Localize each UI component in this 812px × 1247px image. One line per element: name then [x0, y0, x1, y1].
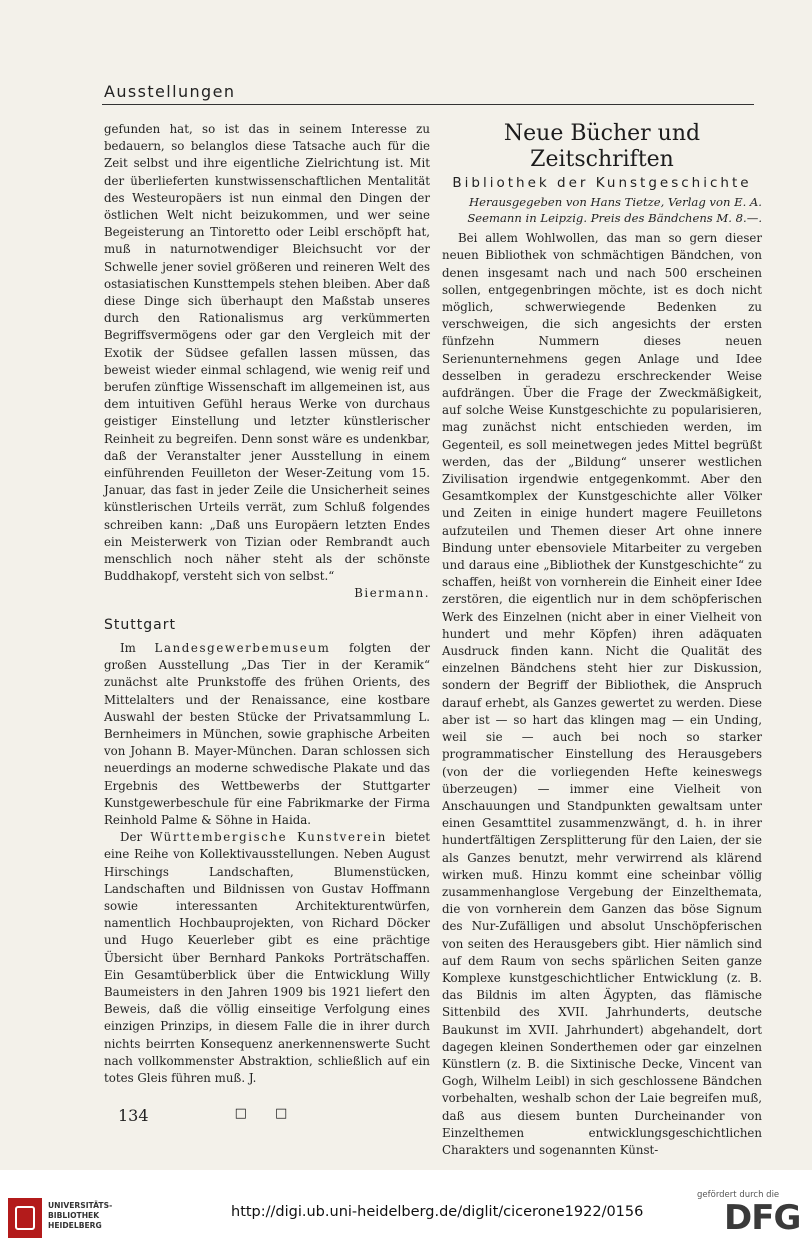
running-head: Ausstellungen	[104, 82, 236, 101]
header-rule	[102, 104, 754, 105]
dfg-logo: DFG	[724, 1198, 801, 1238]
library-name	[48, 1201, 112, 1231]
library-name-line: UNIVERSITÄTS-	[48, 1201, 113, 1210]
author-initial: J.	[248, 1070, 257, 1085]
university-library-seal-icon	[8, 1198, 42, 1238]
section-heading-books: Neue Bücher und Zeitschriften	[503, 121, 701, 172]
review-book-title: Bibliothek der Kunstgeschichte	[452, 175, 752, 191]
paragraph-bremen-review	[104, 121, 430, 603]
paragraph-kunstverein	[104, 829, 430, 1087]
author-signature: Biermann.	[354, 586, 430, 601]
paragraph-text: gefunden hat, so ist das in seinem Interesse zu bedauern, so belanglos diese Tatsache auch für die Zeit selbst und ihre eigentliche Zielrichtung ist. Mit der überlieferten kunstwissenschaftlichen Mentalität des Westeuropäers ist nun einmal den Dingen der östlichen Welt nicht beizukommen, und wer seine Begeisterung an Tintoretto oder Leibl erschöpft hat, muß in naturnotwendiger Bleichsucht vor der Schwelle jener soviel größeren und reineren Welt des ostasiatischen Kunsttempels stehen bleiben. Aber daß diese Dinge sich überhaupt den Maßstab unseres durch den Rationalismus arg verkümmerten Begriffsvermögens oder gar den Vergleich mit der Exotik der Südsee gefallen lassen müssen, das beweist wieder einmal schlagend, wie wenig reif und berufen zünftige Wissenschaft im allgemeinen ist, aus dem intuitiven Gefühl heraus Werke von durchaus geistiger Einstellung und letzter künstlerischer Reinheit zu begreifen. Denn sonst wäre es undenkbar, daß der Veranstalter jener Ausstellung in einem einführenden Feuilleton der Weser-Zeitung vom 15. Januar, das fast in jeder Zeile die Unsicherheit seines künstlerischen Urteils verrät, zum Schluß folgendes schreiben kann: „Daß uns Europäern letzten Endes ein Meisterwerk von Tizian oder Rembrandt auch menschlich noch näher steht als der schönste Buddhakopf, versteht sich von selbst.“	[104, 122, 430, 584]
paragraph-lead: Im	[120, 640, 155, 655]
library-name-line: BIBLIOTHEK	[48, 1211, 100, 1220]
page-number: 134	[118, 1106, 149, 1125]
library-name-line: HEIDELBERG	[48, 1221, 102, 1230]
review-book-meta: Herausgegeben von Hans Tietze, Verlag von E. A. Seemann in Leipzig. Preis des Bändchens M. 8.—.	[467, 195, 762, 226]
paragraph-text: bietet eine Reihe von Kollektivausstellungen. Neben August Hirschings Landschaften, Blumenstücken, Landschaften und Bildnissen von Gustav Hoffmann sowie interessanten Architekturentwürfen, namentlich Hochbauprojekten, von Richard Döcker und Hugo Keuerleber gibt es eine prächtige Übersicht über Bernhard Pankoks Porträtschaffen. Ein Gesamtüberblick über die Entwicklung Willy Baumeisters in den Jahren 1909 bis 1921 liefert den Beweis, daß die völlig einseitige Verfolgung eines einzigen Prinzips, in diesem Falle die in ihrer durch nichts beirrten Konsequenz anerkennenswerte Sucht nach vollkommenster Abstraktion, schließlich auf ein totes Gleis führen muß.	[104, 830, 430, 1085]
paragraph-lead: Der	[120, 830, 151, 845]
section-heading-stuttgart: Stuttgart	[104, 616, 176, 633]
paragraph-landesgewerbemuseum	[104, 640, 430, 829]
paragraph-book-review: Bei allem Wohlwollen, das man so gern dieser neuen Bibliothek von schmächtigen Bändchen, von denen insgesamt nach und nach 500 erscheinen sollen, entgegenbringen möchte, ist es doch nicht möglich, schwerwiegende Bedenken zu verschweigen, die sich angesichts der ersten fünfzehn Nummern dieses neuen Serienunternehmens gegen Anlage und Idee desselben in geradezu erschreckender Weise aufdrängen. Über die Frage der Zweckmäßigkeit, auf solche Weise Kunstgeschichte zu popularisieren, mag zunächst nicht entschieden werden, im Gegenteil, es soll meinetwegen jedes Mittel begrüßt werden, das der „Bildung“ unserer westlichen Zivilisation irgendwie entgegenkommt. Aber den Gesamtkomplex der Kunstgeschichte aller Völker und Zeiten in einige hundert magere Feuilletons aufzuteilen und Themen dieser Art ohne innere Bindung unter ebensoviele Mitarbeiter zu vergeben und daraus eine „Bibliothek der Kunstgeschichte“ zu schaffen, heißt von vornherein die Einheit einer Idee zerstören, die eigentlich nur in dem schöpferischen Werk des Einzelnen (nicht aber in einer Vielheit von hundert und mehr Köpfen) ihren adäquaten Ausdruck finden kann. Nicht die Qualität des einzelnen Bändchens steht hier zur Diskussion, sondern der Begriff der Bibliothek, die Anspruch darauf erhebt, als Ganzes gewertet zu werden. Diese aber ist — so hart das klingen mag — ein Unding, weil sie — auch bei noch so starker programmatischer Einstellung des Herausgebers (von der die vorliegenden Hefte keineswegs überzeugen) — immer eine Vielheit von Anschauungen und Standpunkten gewaltsam unter einen Gesamttitel zusammenzwängt, d. h. in ihrer hundertfältigen Zersplitterung für den Laien, der sie als Ganzes benutzt, mehr verwirrend als klärend wirken muß. Hinzu kommt eine scheinbar völlig zusammenhanglose Vergebung der Einzelthemata, die von vornherein dem Ganzen das böse Signum des Nur-Zufälligen und absolut Unschöpferischen von seiten des Herausgebers gibt. Hier nämlich sind auf dem Raum von sechs spärlichen Seiten ganze Komplexe kunstgeschichtlicher Entwicklung (z. B. das Bildnis im alten Ägypten, das flämische Sittenbild des XVII. Jahrhunderts, deutsche Baukunst im XVII. Jahrhundert) abgehandelt, dort dagegen kleinen Sonderthemen oder gar einzelnen Künstlern (z. B. die Sixtinische Decke, Vincent van Gogh, Wilhelm Leibl) in sich geschlossene Bändchen vorbehalten, weshalb schon der Laie begreifen muß, daß aus diesem bunten Durcheinander von Einzelthemen entwicklungsgeschichtlichen Charakters und sogenannten Künst-	[442, 231, 762, 1157]
permalink-url[interactable]: http://digi.ub.uni-heidelberg.de/diglit/cicerone1922/0156	[231, 1204, 644, 1220]
funding-label: gefördert durch die	[697, 1190, 780, 1200]
left-column	[104, 121, 430, 1122]
footer-bar	[0, 1170, 812, 1247]
emphasized-name: Württembergische Kunstverein	[150, 830, 387, 845]
right-column	[442, 121, 762, 1159]
paragraph-text: folgten der großen Ausstellung „Das Tier in der Keramik“ zunächst alte Prunkstoffe des frühen Orients, des Mittelalters und der Renaissance, eine kostbare Auswahl der besten Stücke der Privatsammlung L. Bernheimers in München, sowie graphische Arbeiten von Johann B. Mayer-München. Daran schlossen sich neuerdings an moderne schwedische Plakate und das Ergebnis des Wettbewerbs der Stuttgarter Kunstgewerbeschule für eine Fabrikmarke der Firma Reinhold Palme & Söhne in Haida.	[104, 640, 430, 827]
emphasized-name: Landesgewerbemuseum	[154, 640, 331, 655]
end-marks: □ □	[234, 1106, 300, 1122]
